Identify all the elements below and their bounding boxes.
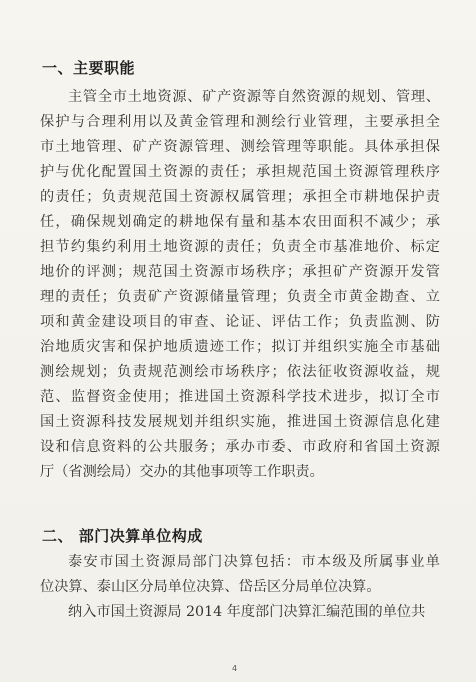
section-heading-unit-composition: 二、 部门决算单位构成 bbox=[42, 527, 203, 545]
unit-composition-paragraph bbox=[40, 550, 440, 600]
paragraph-line: 测绘规划；负责规范测绘市场秩序；依法征收资源收益，规 bbox=[40, 364, 440, 380]
paragraph-line: 治地质灾害和保护地质遗迹工作；拟订并组织实施全市基础 bbox=[40, 339, 440, 355]
paragraph-line: 市土地管理、矿产资源管理、测绘管理等职能。具体承担保 bbox=[40, 139, 440, 155]
paragraph-line: 护与优化配置国土资源的责任；承担规范国土资源管理秩序 bbox=[40, 164, 440, 180]
paragraph-line: 任，确保规划确定的耕地保有量和基本农田面积不减少；承 bbox=[40, 214, 440, 230]
paragraph-line: 主管全市土地资源、矿产资源等自然资源的规划、管理、 bbox=[68, 89, 440, 105]
unit-scope-paragraph bbox=[40, 600, 440, 625]
paragraph-line: 位决算、泰山区分局单位决算、岱岳区分局单位决算。 bbox=[40, 579, 381, 595]
page-number: 4 bbox=[232, 664, 238, 673]
paragraph-line: 担节约集约利用土地资源的责任；负责全市基准地价、标定 bbox=[40, 239, 440, 255]
paragraph-line: 的责任；负责规范国土资源权属管理；承担全市耕地保护责 bbox=[40, 189, 440, 205]
section-heading-main-duties: 一、主要职能 bbox=[42, 59, 136, 77]
paragraph-line: 厅（省测绘局）交办的其他事项等工作职责。 bbox=[40, 464, 324, 480]
main-duties-paragraph bbox=[40, 85, 440, 485]
paragraph-line: 理的责任；负责矿产资源储量管理；负责全市黄金勘查、立 bbox=[40, 289, 440, 305]
paragraph-line: 泰安市国土资源局部门决算包括：市本级及所属事业单 bbox=[68, 554, 440, 570]
paragraph-line: 地价的评测；规范国土资源市场秩序；承担矿产资源开发管 bbox=[40, 264, 440, 280]
paragraph-line: 保护与合理利用以及黄金管理和测绘行业管理，主要承担全 bbox=[40, 114, 440, 130]
paragraph-line: 纳入市国土资源局 2014 年度部门决算汇编范围的单位共 bbox=[68, 604, 426, 620]
paragraph-line: 国土资源科技发展规划并组织实施，推进国土资源信息化建 bbox=[40, 414, 440, 430]
paragraph-line: 设和信息资料的公共服务；承办市委、市政府和省国土资源 bbox=[40, 439, 440, 455]
paragraph-line: 范、监督资金使用；推进国土资源科学技术进步，拟订全市 bbox=[40, 389, 440, 405]
paragraph-line: 项和黄金建设项目的审查、论证、评估工作；负责监测、防 bbox=[40, 314, 440, 330]
